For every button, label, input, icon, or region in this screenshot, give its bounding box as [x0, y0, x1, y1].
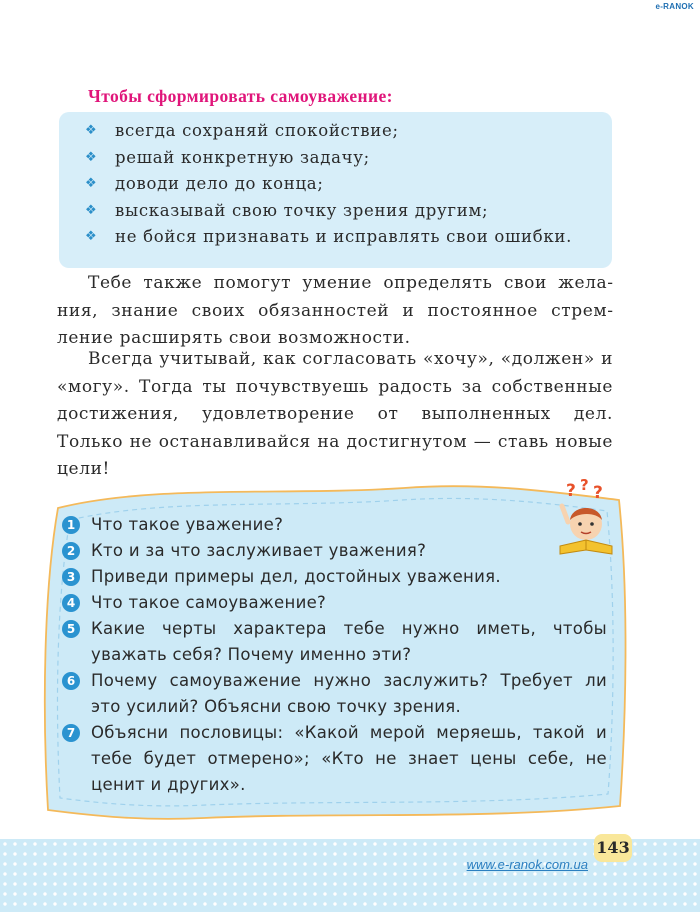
body-paragraph: Всегда учитывай, как согласовать «хочу», «должен» и «могу». Тогда ты почувствуешь радость за собственные достижения, удовлетворение от выполненных дел. Только не останавливайся на достигнутом — ставь новые цели! [57, 349, 613, 479]
tip-item [59, 224, 612, 251]
question-number-badge: 2 [62, 542, 80, 560]
diamond-bullet-icon: ❖ [85, 202, 98, 218]
diamond-bullet-icon: ❖ [85, 229, 98, 244]
svg-text:?: ? [580, 476, 589, 494]
tip-text: не бойся признавать и исправлять свои ошибки. [115, 227, 573, 246]
question-text: Кто и за что заслуживает уважения? [91, 541, 427, 560]
publisher-logo: e-RANOK [655, 2, 694, 11]
question-item [62, 538, 607, 564]
question-text: Почему самоуважение нужно заслужить? Требует ли это усилий? Объясни свою точку зрения. [91, 671, 607, 716]
question-item [62, 590, 607, 616]
footer-website-link[interactable]: www.e-ranok.com.ua [466, 857, 588, 872]
tips-list [59, 112, 612, 251]
thinking-child-icon [552, 476, 620, 560]
question-text: Что такое уважение? [91, 515, 284, 534]
question-number-badge: 3 [62, 568, 80, 586]
question-number-badge: 5 [62, 620, 80, 638]
questions-card [34, 478, 634, 826]
tips-heading: Чтобы сформировать самоуважение: [88, 86, 393, 106]
question-number-badge: 6 [62, 672, 80, 690]
tip-text: решай конкретную задачу; [115, 147, 370, 167]
question-text: Какие черты характера тебе нужно иметь, чтобы уважать себя? Почему именно эти? [91, 619, 607, 664]
question-number-badge: 1 [62, 516, 80, 534]
question-item [62, 616, 607, 668]
question-text: Что такое самоуважение? [91, 593, 327, 612]
tip-item [59, 171, 612, 198]
diamond-bullet-icon: ❖ [85, 149, 98, 165]
question-number-badge: 4 [62, 594, 80, 612]
question-item [62, 564, 607, 590]
question-item [62, 668, 607, 720]
question-item [62, 512, 607, 538]
tip-text: доводи дело до конца; [115, 174, 324, 193]
tip-item [59, 118, 612, 145]
page-number: 143 [594, 834, 632, 862]
diamond-bullet-icon: ❖ [85, 123, 98, 138]
tips-box [59, 112, 612, 268]
tip-text: высказывай свою точку зрения другим; [115, 200, 489, 220]
tip-item [59, 145, 612, 172]
tip-item [59, 198, 612, 225]
question-item [62, 720, 607, 798]
question-text: Приведи примеры дел, достойных уважения. [91, 567, 501, 586]
svg-text:?: ? [566, 481, 576, 501]
question-text: Объясни пословицы: «Какой мерой меряешь, такой и тебе будет отмерено»; «Кто не знает цены себе, не ценит и других». [91, 723, 607, 794]
diamond-bullet-icon: ❖ [85, 176, 98, 191]
question-number-badge: 7 [62, 724, 80, 742]
tip-text: всегда сохраняй спокойствие; [115, 121, 399, 140]
questions-list [62, 512, 607, 798]
body-paragraph: Тебе также помогут умение определять свои желания, знание своих обязанностей и постоянное стремление расширять свои возможности. [57, 273, 613, 348]
svg-text:?: ? [593, 483, 603, 503]
